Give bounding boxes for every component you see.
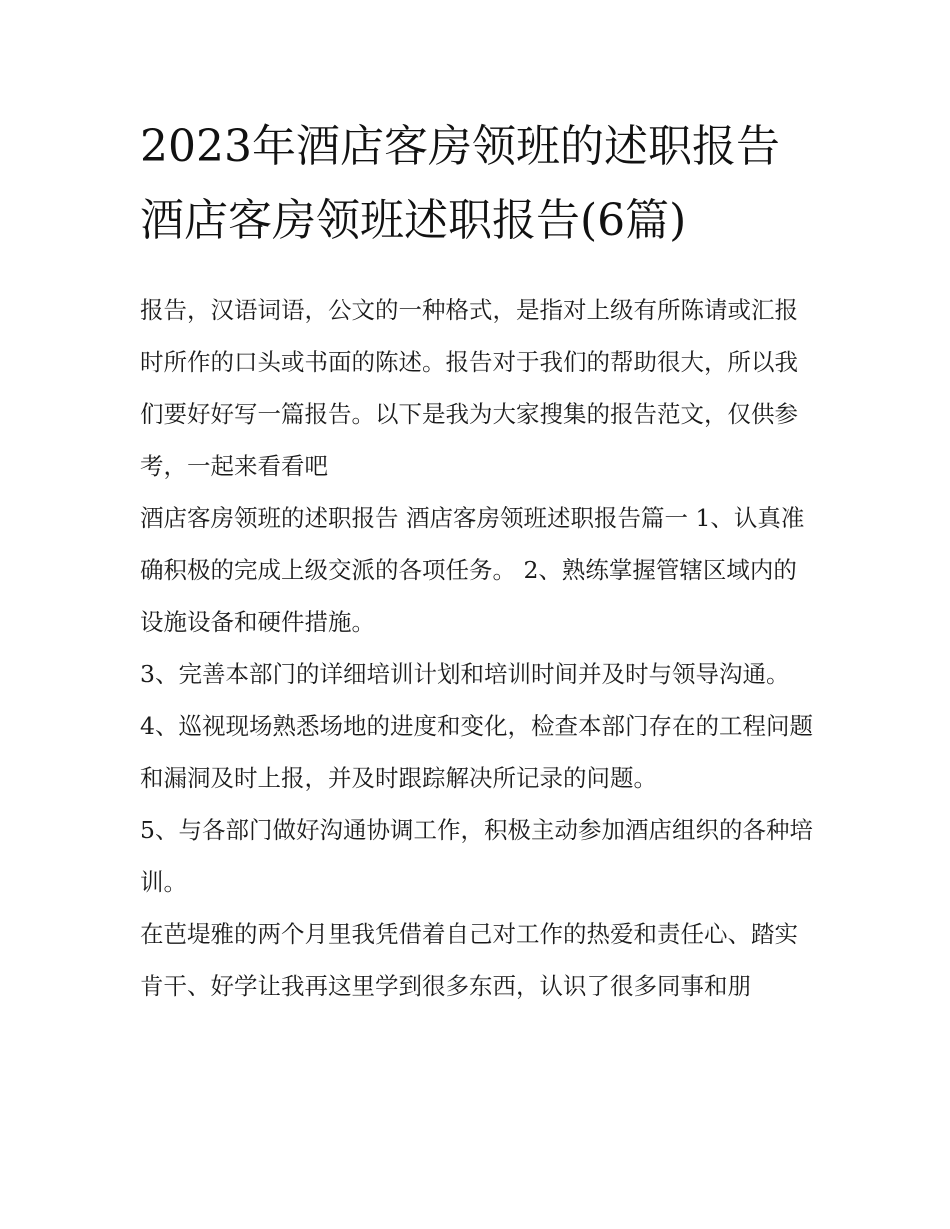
paragraph-closing: 在芭堤雅的两个月里我凭借着自己对工作的热爱和责任心、踏实肯干、好学让我再这里学到很多东西，认识了很多同事和朋: [140, 920, 798, 1000]
document-title: 2023年酒店客房领班的述职报告 酒店客房领班述职报告(6篇): [140, 121, 780, 246]
paragraph-item-3: 3、完善本部门的详细培训计划和培训时间并及时与领导沟通。: [140, 660, 790, 688]
paragraph-intro: 报告，汉语词语，公文的一种格式，是指对上级有所陈请或汇报时所作的口头或书面的陈述。报告对于我们的帮助很大，所以我们要好好写一篇报告。以下是我为大家搜集的报告范文，仅供参考，一起来看看吧: [140, 296, 798, 480]
document-body: [140, 110, 820, 1012]
paragraph-item-4: 4、巡视现场熟悉场地的进度和变化，检查本部门存在的工程问题和漏洞及时上报，并及时跟踪解决所记录的问题。: [140, 712, 813, 792]
paragraph-item-1-2: 酒店客房领班的述职报告 酒店客房领班述职报告篇一 1、认真准确积极的完成上级交派的各项任务。 2、熟练掌握管辖区域内的设施设备和硬件措施。: [140, 504, 805, 636]
paragraph-item-5: 5、与各部门做好沟通协调工作，积极主动参加酒店组织的各种培训。: [140, 816, 813, 896]
